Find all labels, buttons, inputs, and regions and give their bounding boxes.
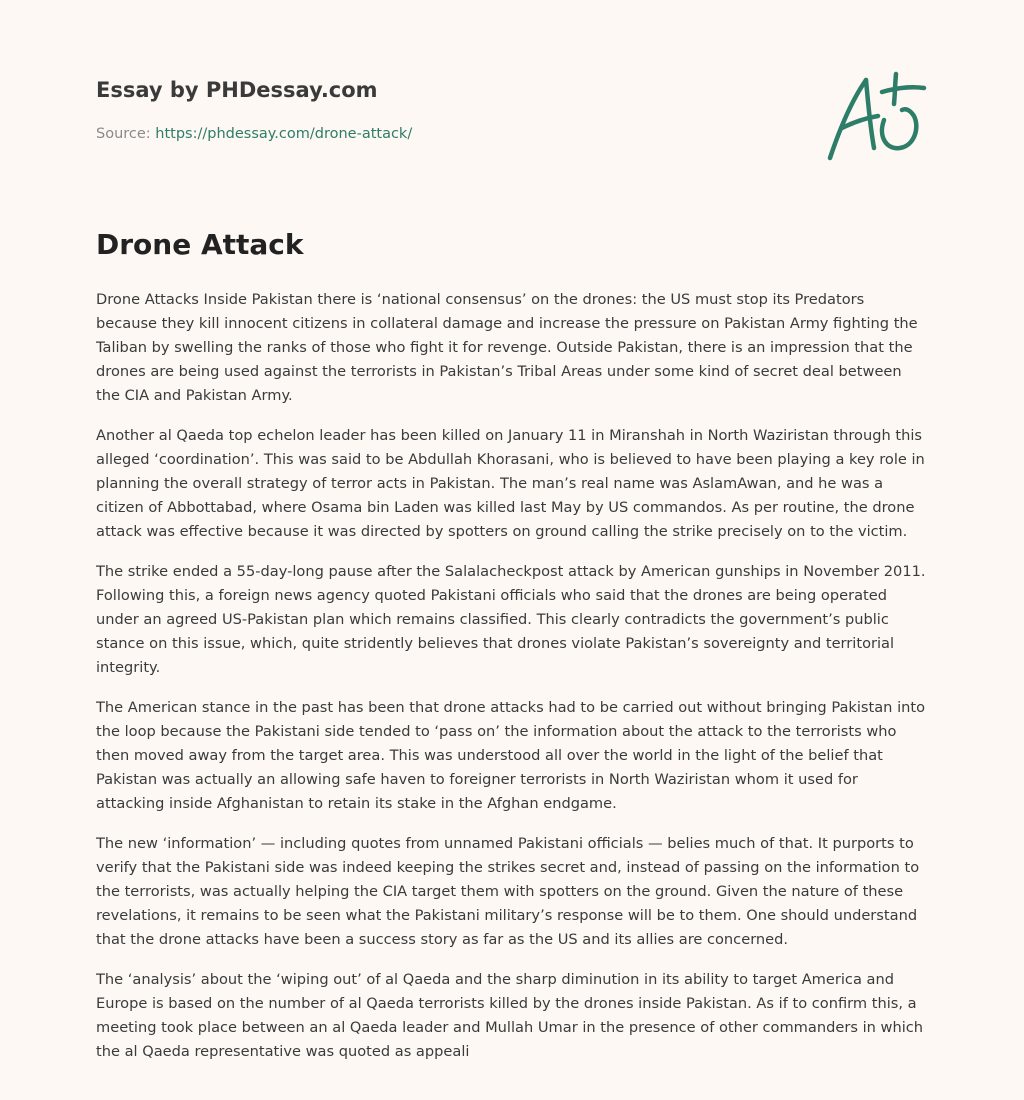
source-line — [96, 124, 928, 144]
a-plus-logo-icon — [822, 66, 930, 166]
essay-paragraph: The new ‘information’ — including quotes from unnamed Pakistani officials — belies much of that. It purports to verify that the Pakistani side was indeed keeping the strikes secret and, instead of passing on the information to the terrorists, was actually helping the CIA target them with spotters on the ground. Given the nature of these revelations, it remains to be seen what the Pakistani military’s response will be to them. One should understand that the drone attacks have been a success story as far as the US and its allies are concerned. — [96, 835, 920, 948]
essay-paragraph: The American stance in the past has been that drone attacks had to be carried out without bringing Pakistan into the loop because the Pakistani side tended to ‘pass on’ the information about the attack to the terrorists who then moved away from the target area. This was understood all over the world in the light of the belief that Pakistan was actually an allowing safe haven to foreigner terrorists in North Waziristan whom it used for attacking inside Afghanistan to retain its stake in the Afghan endgame. — [96, 699, 926, 812]
site-title: Essay by PHDessay.com — [96, 78, 378, 102]
essay-paragraph: The strike ended a 55-day-long pause after the Salalacheckpost attack by American gunships in November 2011. Following this, a foreign news agency quoted Pakistani officials who said that the drones are being operated under an agreed US-Pakistan plan which remains classified. This clearly contradicts the government’s public stance on this issue, which, quite stridently believes that drones violate Pakistan’s sovereignty and territorial integrity. — [96, 563, 926, 676]
essay-title: Drone Attack — [96, 228, 304, 261]
essay-paragraph: The ‘analysis’ about the ‘wiping out’ of al Qaeda and the sharp diminution in its ability to target America and Europe is based on the number of al Qaeda terrorists killed by the drones inside Pakistan. As if to confirm this, a meeting took place between an al Qaeda leader and Mullah Umar in the presence of other commanders in which the al Qaeda representative was quoted as appeali — [96, 971, 924, 1060]
source-label: Source: — [96, 126, 156, 142]
source-link[interactable]: https://phdessay.com/drone-attack/ — [155, 126, 413, 142]
page-header — [96, 76, 928, 144]
essay-paragraph: Another al Qaeda top echelon leader has been killed on January 11 in Miranshah in North Waziristan through this alleged ‘coordination’. This was said to be Abdullah Khorasani, who is believed to have been playing a key role in planning the overall strategy of terror acts in Pakistan. The man’s real name was AslamAwan, and he was a citizen of Abbottabad, where Osama bin Laden was killed last May by US commandos. As per routine, the drone attack was effective because it was directed by spotters on ground calling the strike precisely on to the victim. — [96, 427, 925, 540]
essay-paragraph: Drone Attacks Inside Pakistan there is ‘national consensus’ on the drones: the US must stop its Predators because they kill innocent citizens in collateral damage and increase the pressure on Pakistan Army fighting the Taliban by swelling the ranks of those who fight it for revenge. Outside Pakistan, there is an impression that the drones are being used against the terrorists in Pakistan’s Tribal Areas under some kind of secret deal between the CIA and Pakistan Army. — [96, 291, 918, 404]
essay-article — [96, 226, 928, 1080]
